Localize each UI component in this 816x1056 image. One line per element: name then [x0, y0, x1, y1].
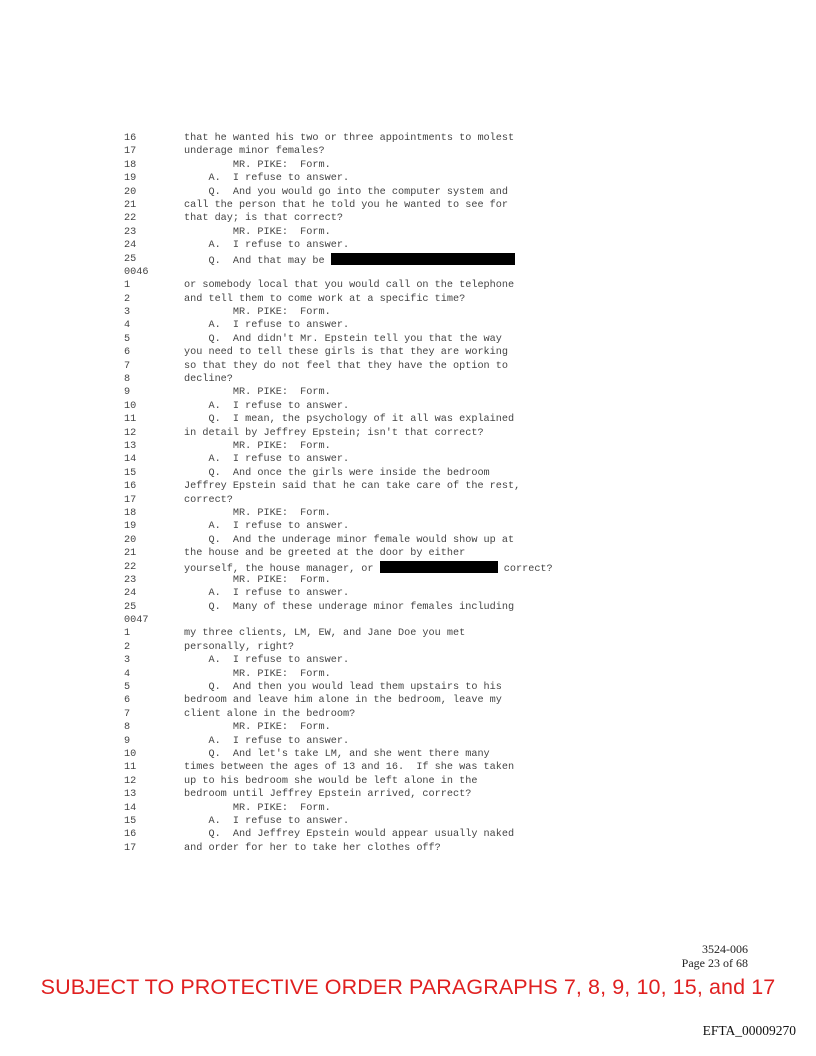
redaction-box	[331, 253, 515, 265]
transcript-line	[124, 279, 724, 292]
transcript-line	[124, 440, 724, 453]
line-text-content: that he wanted his two or three appointments to molest	[184, 133, 515, 144]
transcript-line	[124, 186, 724, 199]
transcript-line	[124, 627, 724, 640]
transcript-line	[124, 212, 724, 225]
line-number: 7	[124, 708, 131, 720]
line-number: 2	[124, 641, 131, 653]
line-text-content: up to his bedroom she would be left alone in the	[184, 775, 478, 787]
line-number: 20	[124, 534, 137, 546]
line-number: 22	[124, 561, 137, 573]
line-text-content: correct?	[184, 494, 233, 506]
line-text	[184, 427, 484, 440]
transcript-line	[124, 400, 724, 413]
transcript-line	[124, 587, 724, 600]
line-text	[184, 654, 349, 667]
line-text-content: underage minor females?	[184, 146, 325, 158]
transcript-line	[124, 373, 724, 386]
transcript-line	[124, 788, 724, 801]
line-text	[184, 507, 331, 520]
line-text	[184, 346, 508, 359]
line-text	[184, 815, 349, 828]
transcript-line	[124, 534, 724, 547]
transcript-line	[124, 761, 724, 774]
line-text-content: MR. PIKE: Form.	[184, 307, 331, 319]
line-number: 24	[124, 588, 137, 600]
line-number: 16	[124, 133, 137, 144]
line-text-content: Q. And didn't Mr. Epstein tell you that the way	[184, 333, 502, 345]
transcript-line	[124, 453, 724, 466]
transcript-line	[124, 494, 724, 507]
line-text	[184, 534, 514, 547]
line-text	[184, 721, 331, 734]
transcript-line	[124, 641, 724, 654]
line-text	[184, 319, 349, 332]
transcript-body	[124, 132, 724, 855]
transcript-line	[124, 480, 724, 493]
line-text	[184, 373, 233, 386]
line-text-content: bedroom and leave him alone in the bedroom, leave my	[184, 695, 502, 707]
transcript-line	[124, 427, 724, 440]
line-text-content: Q. And then you would lead them upstairs to his	[184, 682, 502, 694]
line-text	[184, 681, 502, 694]
line-number: 6	[124, 347, 131, 359]
line-text-content: times between the ages of 13 and 16. If she was taken	[184, 762, 515, 774]
page-separator-label: 0046	[124, 266, 149, 278]
line-number: 18	[124, 507, 137, 519]
transcript-line	[124, 775, 724, 788]
line-number: 23	[124, 226, 137, 238]
line-number: 5	[124, 333, 131, 345]
line-text	[184, 520, 349, 533]
transcript-line	[124, 159, 724, 172]
line-number: 10	[124, 400, 137, 412]
transcript-line	[124, 561, 724, 574]
line-number: 19	[124, 173, 137, 185]
transcript-line	[124, 547, 724, 560]
line-number: 8	[124, 374, 131, 386]
line-text-content: A. I refuse to answer.	[184, 400, 350, 412]
line-text-content: yourself, the house manager, or	[184, 563, 380, 575]
line-text-content: call the person that he told you he wanted to see for	[184, 199, 509, 211]
line-text-content: MR. PIKE: Form.	[184, 507, 331, 519]
line-text	[184, 480, 520, 493]
line-text	[184, 587, 349, 600]
line-text-content: A. I refuse to answer.	[184, 588, 350, 600]
line-text	[184, 132, 514, 145]
line-text	[184, 802, 331, 815]
line-text-after-redaction: correct?	[497, 563, 553, 575]
line-text-content: Q. Many of these underage minor females including	[184, 601, 515, 613]
line-number: 9	[124, 387, 131, 399]
line-text	[184, 694, 502, 707]
line-number: 12	[124, 427, 137, 439]
line-number: 15	[124, 467, 137, 479]
transcript-line	[124, 293, 724, 306]
transcript-line	[124, 601, 724, 614]
line-text-content: the house and be greeted at the door by either	[184, 548, 466, 560]
line-number: 13	[124, 789, 137, 801]
line-text-content: A. I refuse to answer.	[184, 454, 350, 466]
line-text-content: A. I refuse to answer.	[184, 320, 350, 332]
line-text-content: MR. PIKE: Form.	[184, 802, 331, 814]
line-text-content: A. I refuse to answer.	[184, 815, 350, 827]
line-text-content: Q. And Jeffrey Epstein would appear usually naked	[184, 829, 515, 841]
line-number: 11	[124, 762, 137, 774]
line-text	[184, 453, 349, 466]
line-text-content: so that they do not feel that they have the option to	[184, 360, 509, 372]
transcript-line	[124, 172, 724, 185]
line-text	[184, 360, 508, 373]
line-text	[184, 293, 465, 306]
line-text-content: MR. PIKE: Form.	[184, 668, 331, 680]
line-number: 4	[124, 668, 131, 680]
line-number: 18	[124, 159, 137, 171]
line-text-content: A. I refuse to answer.	[184, 735, 350, 747]
line-text	[184, 574, 331, 587]
line-number: 16	[124, 829, 137, 841]
line-text-content: and tell them to come work at a specific time?	[184, 293, 466, 305]
line-text	[184, 279, 514, 292]
line-text	[184, 159, 331, 172]
line-number: 12	[124, 775, 137, 787]
line-text	[184, 828, 514, 841]
transcript-line	[124, 654, 724, 667]
line-text-content: and order for her to take her clothes off?	[184, 842, 441, 854]
line-text	[184, 627, 465, 640]
line-number: 14	[124, 802, 137, 814]
page-separator	[124, 614, 724, 627]
line-number: 1	[124, 628, 131, 640]
transcript-line	[124, 145, 724, 158]
transcript-line	[124, 360, 724, 373]
transcript-line	[124, 694, 724, 707]
line-number: 24	[124, 240, 137, 252]
line-number: 21	[124, 199, 137, 211]
line-number: 22	[124, 213, 137, 225]
transcript-line	[124, 386, 724, 399]
line-text-content: MR. PIKE: Form.	[184, 440, 331, 452]
redaction-box	[380, 561, 498, 573]
line-text-content: A. I refuse to answer.	[184, 521, 350, 533]
line-number: 17	[124, 146, 137, 158]
transcript-line	[124, 842, 724, 855]
transcript-line	[124, 668, 724, 681]
line-number: 16	[124, 481, 137, 493]
line-number: 17	[124, 494, 137, 506]
transcript-line	[124, 199, 724, 212]
line-text-content: Q. And once the girls were inside the bedroom	[184, 467, 490, 479]
page-number: Page 23 of 68	[681, 956, 748, 970]
transcript-line	[124, 346, 724, 359]
line-number: 25	[124, 253, 137, 265]
transcript-line	[124, 574, 724, 587]
line-number: 15	[124, 815, 137, 827]
line-text	[184, 467, 490, 480]
line-text	[184, 400, 349, 413]
line-text-content: that day; is that correct?	[184, 213, 343, 225]
line-text-content: you need to tell these girls is that they are working	[184, 347, 509, 359]
line-text-content: or somebody local that you would call on the telephone	[184, 280, 515, 292]
line-text	[184, 547, 465, 560]
transcript-line	[124, 507, 724, 520]
transcript-line	[124, 828, 724, 841]
line-text	[184, 761, 514, 774]
line-text-content: MR. PIKE: Form.	[184, 722, 331, 734]
line-number: 25	[124, 601, 137, 613]
line-text-content: A. I refuse to answer.	[184, 655, 350, 667]
transcript-line	[124, 708, 724, 721]
line-text	[184, 306, 331, 319]
line-text-content: decline?	[184, 374, 233, 386]
line-text	[184, 601, 514, 614]
transcript-line	[124, 815, 724, 828]
line-text-content: in detail by Jeffrey Epstein; isn't that correct?	[184, 427, 484, 439]
line-text	[184, 386, 331, 399]
line-text-content: MR. PIKE: Form.	[184, 387, 331, 399]
line-number: 8	[124, 722, 131, 734]
line-text-content: bedroom until Jeffrey Epstein arrived, correct?	[184, 789, 472, 801]
line-number: 21	[124, 548, 137, 560]
line-text	[184, 333, 502, 346]
transcript-line	[124, 748, 724, 761]
transcript-line	[124, 721, 724, 734]
line-text	[184, 239, 349, 252]
line-number: 11	[124, 414, 137, 426]
document-id-block	[682, 942, 748, 970]
line-text	[184, 199, 508, 212]
protective-order-banner: SUBJECT TO PROTECTIVE ORDER PARAGRAPHS 7, 8, 9, 10, 15, and 17	[40, 975, 776, 999]
bates-number: EFTA_00009270	[702, 1023, 796, 1038]
document-number: 3524-006	[702, 942, 748, 956]
transcript-line	[124, 467, 724, 480]
line-text-content: client alone in the bedroom?	[184, 708, 356, 720]
line-text-content: Q. And that may be	[184, 255, 331, 267]
transcript-line	[124, 520, 724, 533]
line-number: 3	[124, 655, 131, 667]
line-text-content: Q. And you would go into the computer system and	[184, 186, 509, 198]
line-number: 17	[124, 842, 137, 854]
transcript-line	[124, 253, 724, 266]
line-text	[184, 440, 331, 453]
line-text	[184, 145, 325, 158]
line-text	[184, 186, 508, 199]
line-number: 7	[124, 360, 131, 372]
line-number: 1	[124, 280, 131, 292]
line-text-content: Q. And the underage minor female would show up at	[184, 534, 515, 546]
line-number: 5	[124, 682, 131, 694]
line-text-content: MR. PIKE: Form.	[184, 574, 331, 586]
line-number: 6	[124, 695, 131, 707]
line-number: 20	[124, 186, 137, 198]
line-text	[184, 775, 477, 788]
line-number: 10	[124, 748, 137, 760]
line-number: 3	[124, 307, 131, 319]
line-text-content: my three clients, LM, EW, and Jane Doe you met	[184, 628, 466, 640]
line-text-content: Q. And let's take LM, and she went there many	[184, 748, 490, 760]
transcript-line	[124, 319, 724, 332]
transcript-line	[124, 802, 724, 815]
line-text-content: MR. PIKE: Form.	[184, 159, 331, 171]
transcript-line	[124, 226, 724, 239]
line-number: 14	[124, 454, 137, 466]
line-number: 13	[124, 440, 137, 452]
page-separator	[124, 266, 724, 279]
line-text	[184, 748, 490, 761]
line-text-content: A. I refuse to answer.	[184, 240, 350, 252]
line-text-content: Q. I mean, the psychology of it all was explained	[184, 414, 515, 426]
line-text	[184, 212, 343, 225]
line-text	[184, 735, 349, 748]
line-text	[184, 494, 233, 507]
line-number: 9	[124, 735, 131, 747]
transcript-line	[124, 306, 724, 319]
line-text-content: personally, right?	[184, 641, 295, 653]
line-number: 4	[124, 320, 131, 332]
line-text	[184, 668, 331, 681]
line-number: 19	[124, 521, 137, 533]
transcript-line	[124, 132, 724, 145]
transcript-line	[124, 681, 724, 694]
transcript-line	[124, 239, 724, 252]
line-number: 2	[124, 293, 131, 305]
line-text	[184, 172, 349, 185]
line-text	[184, 413, 514, 426]
line-text-content: MR. PIKE: Form.	[184, 226, 331, 238]
transcript-line	[124, 735, 724, 748]
line-text-content: A. I refuse to answer.	[184, 173, 350, 185]
line-text	[184, 641, 294, 654]
page-separator-label: 0047	[124, 615, 149, 627]
line-number: 23	[124, 574, 137, 586]
transcript-line	[124, 413, 724, 426]
transcript-line	[124, 333, 724, 346]
line-text	[184, 842, 441, 855]
line-text	[184, 788, 471, 801]
line-text	[184, 708, 355, 721]
line-text	[184, 226, 331, 239]
line-text-content: Jeffrey Epstein said that he can take care of the rest,	[184, 481, 521, 493]
